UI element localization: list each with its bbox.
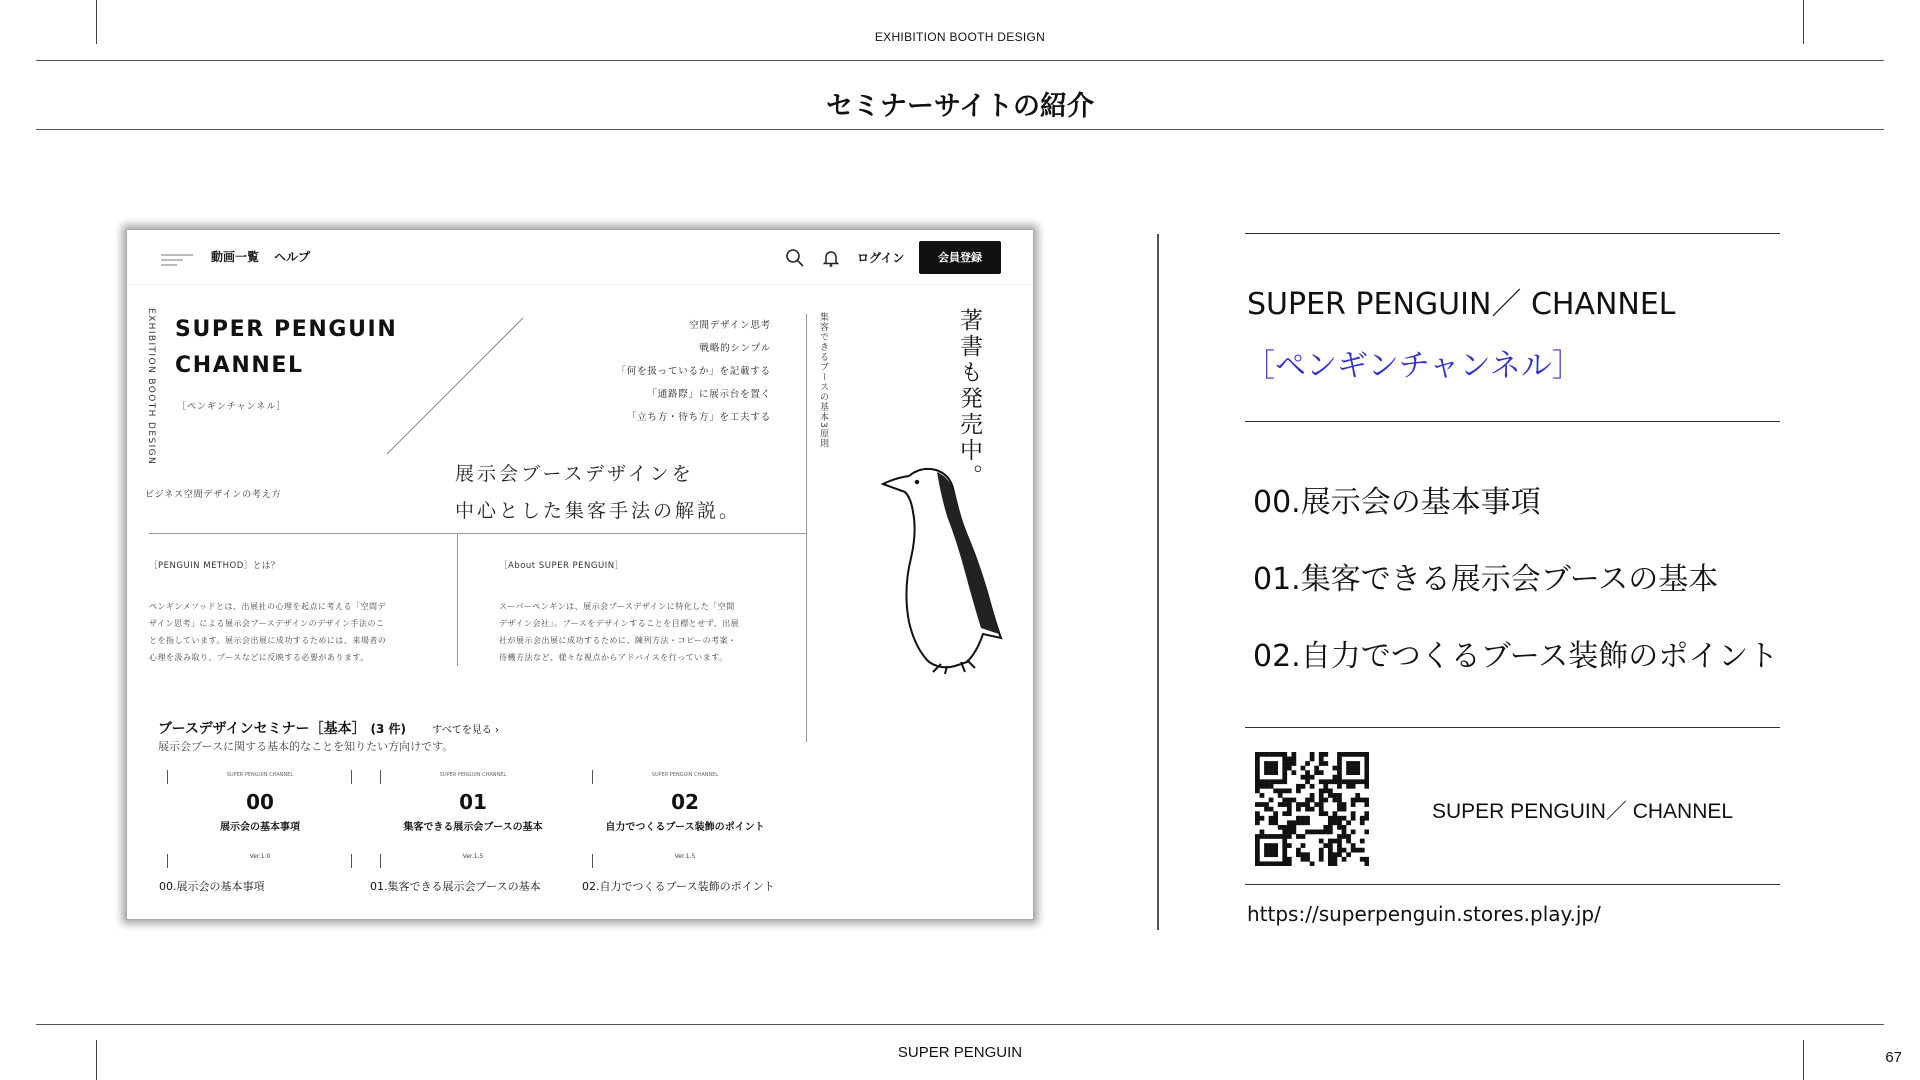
right-rule-1 <box>1245 233 1780 234</box>
site-headline-line2: 中心とした集客手法の解説。 <box>455 500 742 522</box>
video-card-channel: SUPER PENGUIN CHANNEL <box>439 772 507 778</box>
video-card-channel: SUPER PENGUIN CHANNEL <box>651 772 719 778</box>
site-headline <box>455 456 741 530</box>
vertical-book-notice: 著書も発売中。 <box>956 308 982 490</box>
method-text-line: とを指しています。展示会出展に成功するためには、来場者の <box>149 636 387 645</box>
login-link[interactable]: ログイン <box>857 251 905 265</box>
video-caption[interactable]: 01.集客できる展示会ブースの基本 <box>370 880 541 893</box>
search-icon[interactable] <box>785 248 805 268</box>
video-card-title: 自力でつくるブース装飾のポイント <box>605 822 765 833</box>
video-card[interactable] <box>380 770 566 888</box>
hero-divider-horizontal <box>149 533 806 534</box>
right-rule-4 <box>1245 884 1780 885</box>
header-label: EXHIBITION BOOTH DESIGN <box>874 30 1046 44</box>
site-brand <box>175 312 397 384</box>
company-text-line: デザイン会社」。ブースをデザインすることを目標とせず、出展 <box>499 619 740 628</box>
design-point: 空間デザイン思考 <box>689 320 771 331</box>
page-number: 67 <box>1885 1049 1902 1066</box>
video-card-title: 集客できる展示会ブースの基本 <box>403 822 543 833</box>
right-rule-3 <box>1245 727 1780 728</box>
footer-rule <box>36 1024 1884 1025</box>
register-button[interactable]: 会員登録 <box>919 241 1001 274</box>
seminar-site-screenshot <box>126 229 1034 920</box>
method-text-line: 心理を汲み取り、ブースなどに反映する必要があります。 <box>149 653 369 662</box>
site-nav <box>127 230 1033 285</box>
see-all-link[interactable]: すべてを見る › <box>432 725 499 736</box>
seminar-list-item: 02.自力でつくるブース装飾のポイント <box>1253 639 1779 674</box>
channel-name-kana: ［ペンギンチャンネル］ <box>1244 348 1583 384</box>
penguin-illustration <box>881 462 1011 674</box>
video-card-version: Ver.1.5 <box>674 853 696 860</box>
video-card-version: Ver.1.5 <box>462 853 484 860</box>
page-title: セミナーサイトの紹介 <box>825 91 1095 122</box>
site-brand-kana: ［ペンギンチャンネル］ <box>177 402 287 412</box>
video-caption[interactable]: 02.自力でつくるブース装飾のポイント <box>582 880 775 893</box>
nav-help-link[interactable]: ヘルプ <box>274 250 311 264</box>
right-rule-2 <box>1245 421 1780 422</box>
site-tagline: ビジネス空間デザインの考え方 <box>145 490 282 500</box>
company-text <box>499 598 739 666</box>
design-point: 「立ち方・待ち方」を工夫する <box>626 412 771 423</box>
design-point: 「何を扱っているか」を記載する <box>616 366 771 377</box>
company-text-line: 社が展示会出展に成功するために、陳列方法・コピーの考案・ <box>499 636 737 645</box>
qr-code[interactable] <box>1255 752 1369 866</box>
video-card-version: Ver.1.0 <box>249 853 271 860</box>
video-card[interactable] <box>167 770 353 888</box>
company-text-line: 待機方法など、様々な視点からアドバイスを行っています。 <box>499 653 728 662</box>
qr-label: SUPER PENGUIN／ CHANNEL <box>1432 800 1734 823</box>
design-point: 「通路際」に展示台を置く <box>647 389 771 400</box>
about-divider <box>457 533 458 666</box>
method-text-line: ザイン思考」による展示会ブースデザインのデザイン手法のこ <box>149 619 385 628</box>
bell-icon[interactable] <box>821 248 841 268</box>
method-heading: ［PENGUIN METHOD］とは？ <box>149 561 280 571</box>
video-caption[interactable]: 00.展示会の基本事項 <box>159 880 265 893</box>
video-card-number: 02 <box>671 790 699 814</box>
method-text-line: ペンギンメソッドとは、出展社の心理を起点に考える「空間デ <box>149 602 387 611</box>
site-brand-line1: SUPER PENGUIN <box>175 317 398 342</box>
video-card-channel: SUPER PENGUIN CHANNEL <box>226 772 294 778</box>
footer-label: SUPER PENGUIN <box>897 1044 1023 1061</box>
diagonal-line <box>385 316 525 456</box>
vertical-principles: 集客できるブースの基本3原則 <box>818 312 828 449</box>
nav-videos-link[interactable]: 動画一覧 <box>211 250 260 264</box>
video-card[interactable] <box>592 770 778 888</box>
channel-name: SUPER PENGUIN／ CHANNEL <box>1247 287 1676 322</box>
video-card-title: 展示会の基本事項 <box>220 822 300 833</box>
video-card-number: 00 <box>246 790 274 814</box>
hero-divider-vertical <box>806 314 807 742</box>
channel-url[interactable]: https://superpenguin.stores.play.jp/ <box>1247 902 1601 926</box>
company-text-line: スーパーペンギンは、展示会ブースデザインに特化した「空間 <box>499 602 735 611</box>
seminar-title-text: ブースデザインセミナー［基本］ <box>158 721 366 737</box>
design-point: 戦略的シンプル <box>699 343 771 354</box>
company-heading: ［About SUPER PENGUIN］ <box>499 561 624 571</box>
title-rule <box>36 129 1884 130</box>
vertical-tag: EXHIBITION BOOTH DESIGN <box>146 308 156 466</box>
seminar-count: (3 件) <box>370 722 406 736</box>
panel-divider <box>1157 234 1159 930</box>
site-brand-line2: CHANNEL <box>175 353 304 378</box>
video-card-number: 01 <box>459 790 487 814</box>
seminar-section-title <box>158 718 406 738</box>
design-points <box>616 314 771 429</box>
site-headline-line1: 展示会ブースデザインを <box>455 463 694 485</box>
seminar-list-item: 01.集客できる展示会ブースの基本 <box>1253 562 1719 597</box>
header-rule <box>36 60 1884 61</box>
seminar-subtitle: 展示会ブースに関する基本的なことを知りたい方向けです。 <box>158 740 454 753</box>
seminar-list-item: 00.展示会の基本事項 <box>1253 485 1541 520</box>
method-text <box>149 598 386 666</box>
site-logo[interactable] <box>161 254 193 268</box>
